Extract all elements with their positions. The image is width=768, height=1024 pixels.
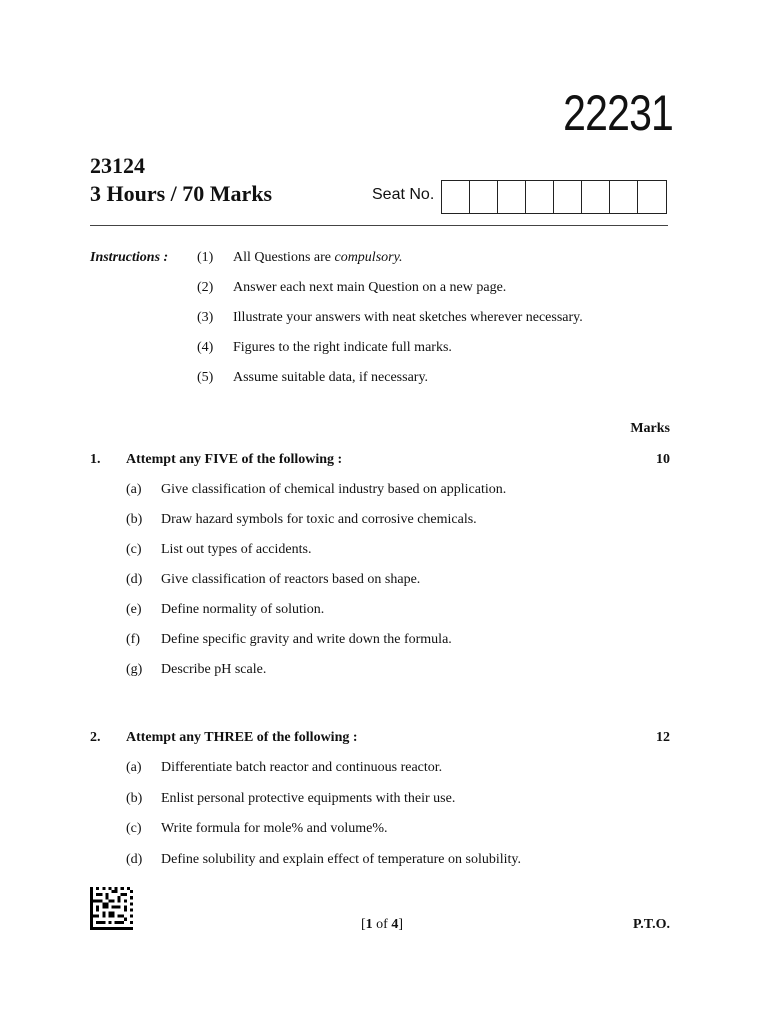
question-number: 1.	[90, 452, 101, 467]
question-item	[126, 602, 324, 618]
page-indicator-open: [	[361, 917, 366, 932]
question-title: Attempt any FIVE of the following :	[126, 452, 343, 467]
question-item	[126, 821, 387, 837]
page-current: 1	[365, 917, 373, 932]
seat-number-box[interactable]	[638, 181, 666, 213]
item-text: Give classification of chemical industry based on application.	[161, 482, 507, 497]
seat-number-box[interactable]	[498, 181, 526, 213]
item-text: Differentiate batch reactor and continuous reactor.	[161, 760, 443, 775]
item-letter: (a)	[126, 760, 142, 775]
page-indicator-close: ]	[398, 917, 404, 932]
duration-marks: 3 Hours / 70 Marks	[90, 181, 273, 206]
question-item	[126, 662, 266, 678]
instruction-text: Assume suitable data, if necessary.	[233, 370, 429, 385]
item-letter: (g)	[126, 662, 143, 677]
item-text: Define specific gravity and write down the formula.	[161, 632, 452, 647]
instruction-number: (4)	[197, 340, 214, 355]
item-text: Describe pH scale.	[161, 662, 267, 677]
instruction-item	[197, 250, 403, 266]
question-item	[126, 852, 521, 868]
instruction-item	[197, 370, 428, 386]
paper-code: 22231	[563, 85, 673, 141]
page-indicator	[361, 917, 403, 933]
instructions-label: Instructions :	[90, 250, 169, 265]
instruction-number: (5)	[197, 370, 214, 385]
instruction-item	[197, 310, 583, 326]
instruction-text: Figures to the right indicate full marks.	[233, 340, 452, 355]
question-marks: 10	[656, 452, 670, 467]
question-item	[126, 482, 506, 498]
page-total: 4	[391, 917, 399, 932]
item-letter: (e)	[126, 602, 142, 617]
item-text: Define solubility and explain effect of temperature on solubility.	[161, 852, 522, 867]
question-item	[126, 512, 477, 528]
instruction-text	[233, 250, 403, 266]
item-letter: (a)	[126, 482, 142, 497]
item-text: Write formula for mole% and volume%.	[161, 821, 388, 836]
item-text: Draw hazard symbols for toxic and corrosive chemicals.	[161, 512, 477, 527]
question-marks: 12	[656, 730, 670, 745]
seat-number-box[interactable]	[442, 181, 470, 213]
item-text: Give classification of reactors based on shape.	[161, 572, 421, 587]
subject-code: 23124	[90, 153, 145, 178]
question-number: 2.	[90, 730, 101, 745]
question-item	[126, 760, 442, 776]
instruction-text: Illustrate your answers with neat sketches wherever necessary.	[233, 310, 583, 325]
item-letter: (c)	[126, 821, 142, 836]
item-letter: (b)	[126, 791, 143, 806]
question-item	[126, 791, 455, 807]
instruction-number: (2)	[197, 280, 214, 295]
question-item	[126, 572, 420, 588]
item-letter: (c)	[126, 542, 142, 557]
instruction-number: (1)	[197, 250, 214, 265]
seat-number-box[interactable]	[610, 181, 638, 213]
item-letter: (f)	[126, 632, 140, 647]
seat-number-box[interactable]	[526, 181, 554, 213]
instruction-item	[197, 280, 506, 296]
seat-number-box[interactable]	[554, 181, 582, 213]
item-text: Enlist personal protective equipments with their use.	[161, 791, 456, 806]
question-item	[126, 542, 311, 558]
please-turn-over: P.T.O.	[633, 917, 670, 932]
item-letter: (b)	[126, 512, 143, 527]
marks-column-heading: Marks	[630, 421, 670, 436]
instruction-text-plain: All Questions are	[233, 250, 335, 265]
instruction-text-emphasis: compulsory.	[334, 250, 403, 265]
qr-code-icon	[90, 887, 133, 930]
instruction-number: (3)	[197, 310, 214, 325]
page-indicator-of: of	[372, 917, 392, 932]
seat-number-boxes[interactable]	[441, 180, 667, 214]
item-letter: (d)	[126, 572, 143, 587]
seat-number-label: Seat No.	[372, 186, 435, 203]
header-divider	[90, 225, 668, 226]
instruction-item	[197, 340, 452, 356]
seat-number-box[interactable]	[582, 181, 610, 213]
question-item	[126, 632, 452, 648]
item-text: Define normality of solution.	[161, 602, 325, 617]
question-title: Attempt any THREE of the following :	[126, 730, 358, 745]
item-letter: (d)	[126, 852, 143, 867]
instruction-text: Answer each next main Question on a new page.	[233, 280, 507, 295]
item-text: List out types of accidents.	[161, 542, 312, 557]
seat-number-box[interactable]	[470, 181, 498, 213]
